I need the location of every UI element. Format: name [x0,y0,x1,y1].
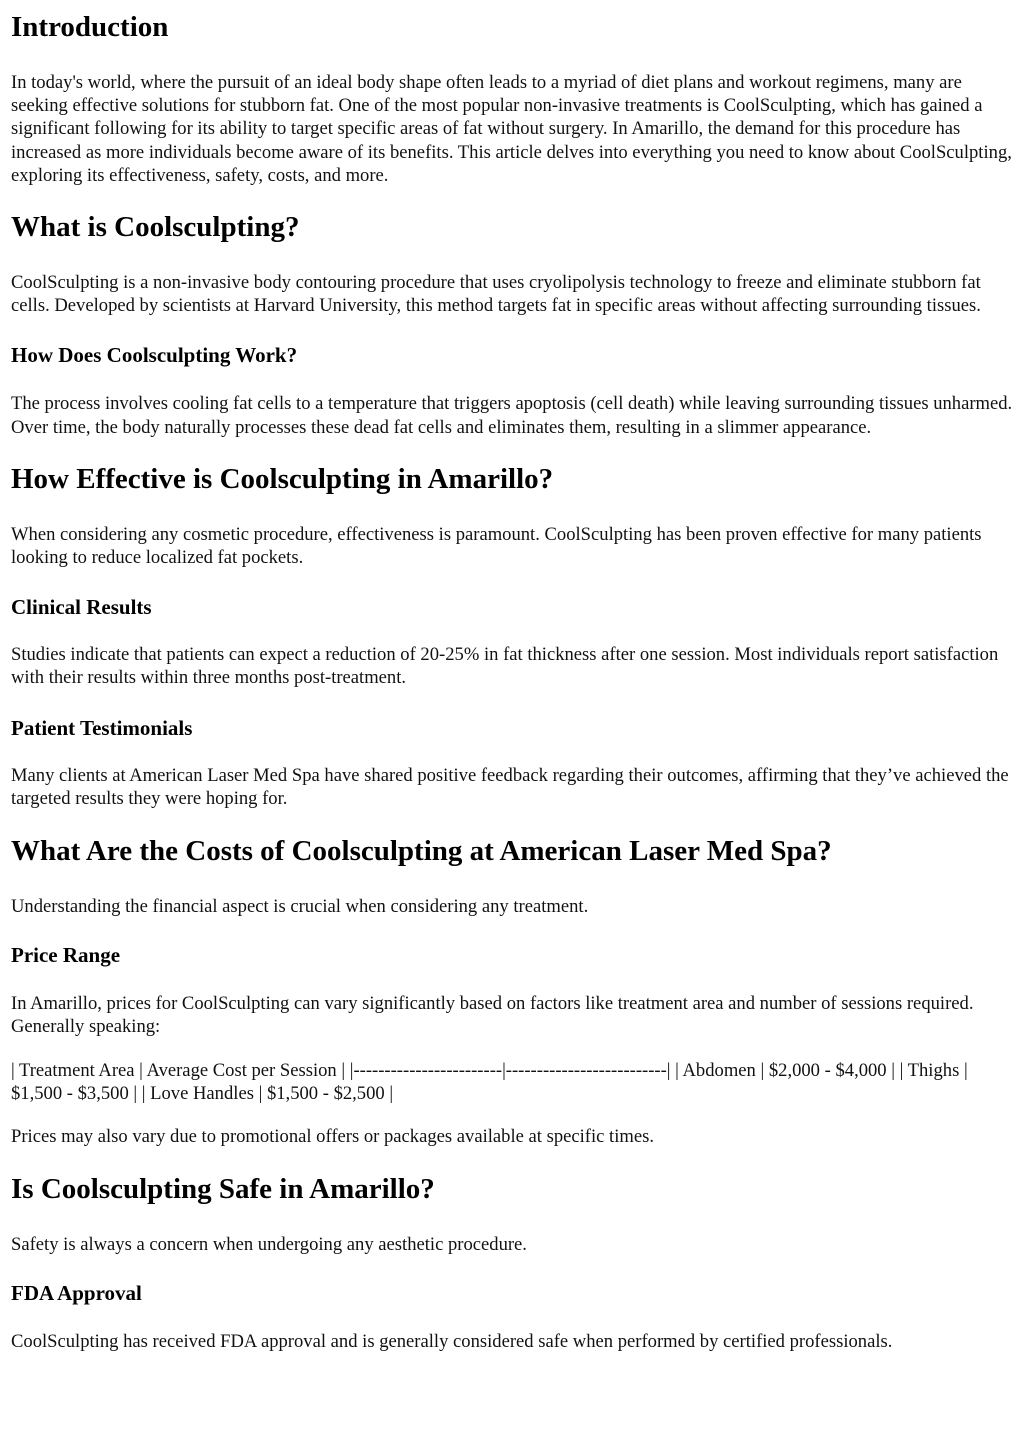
subheading-price-range: Price Range [11,943,121,968]
subheading-clinical-results: Clinical Results [11,595,152,620]
paragraph-fda-approval: CoolSculpting has received FDA approval and is generally considered safe when performed by certified professionals. [11,1331,893,1353]
paragraph-clinical-results: Studies indicate that patients can expect a reduction of 20-25% in fat thickness after one session. Most individuals report satisfaction with their results within three months post-treatment. [11,644,999,689]
paragraph-costs: Understanding the financial aspect is crucial when considering any treatment. [11,896,589,918]
subheading-fda-approval: FDA Approval [11,1281,142,1306]
paragraph-is-it-safe: Safety is always a concern when undergoing any aesthetic procedure. [11,1234,527,1256]
article [11,0,1013,1354]
paragraph-how-effective: When considering any cosmetic procedure, effectiveness is paramount. CoolSculpting has been proven effective for many patients looking to reduce localized fat pockets. [11,523,982,569]
paragraph-introduction: In today's world, where the pursuit of an ideal body shape often leads to a myriad of diet plans and workout regimens, many are seeking effective solutions for stubborn fat. One of the most popular non-invasive treatments is CoolSculpting, which has gained a significant following for its ability to target specific areas of fat without surgery. In Amarillo, the demand for this procedure has increased as more individuals become aware of its benefits. This article delves into everything you need to know about CoolSculpting, exploring its effectiveness, safety, costs, and more. [11,72,1012,186]
paragraph-price-range: In Amarillo, prices for CoolSculpting can vary significantly based on factors like treatment area and number of sessions required. Generally speaking: [11,993,974,1038]
heading-is-it-safe: Is Coolsculpting Safe in Amarillo? [11,1173,435,1206]
paragraph-how-does-it-work: The process involves cooling fat cells to a temperature that triggers apoptosis (cell death) while leaving surrounding tissues unharmed. Over time, the body naturally processes these dead fat cells and eliminates them, resulting in a slimmer appearance. [11,393,1013,438]
paragraph-patient-testimonials: Many clients at American Laser Med Spa have shared positive feedback regarding their outcomes, affirming that they’ve achieved the targeted results they were hoping for. [11,764,1009,809]
subheading-patient-testimonials: Patient Testimonials [11,715,193,740]
price-table-text: | Treatment Area | Average Cost per Session | |------------------------|--------------------------| | Abdomen | $2,000 - $4,000 | | Thighs | $1,500 - $3,500 | | Love Handles | $1,500 - $2,500 | [11,1059,968,1104]
subheading-how-does-it-work: How Does Coolsculpting Work? [11,343,298,368]
heading-how-effective: How Effective is Coolsculpting in Amarillo? [11,462,554,495]
heading-costs: What Are the Costs of Coolsculpting at American Laser Med Spa? [11,835,832,868]
paragraph-what-is-coolsculpting: CoolSculpting is a non-invasive body contouring procedure that uses cryolipolysis technology to freeze and eliminate stubborn fat cells. Developed by scientists at Harvard University, this method targets fat in specific areas without affecting surrounding tissues. [11,272,981,317]
heading-what-is-coolsculpting: What is Coolsculpting? [11,211,300,244]
paragraph-prices-vary: Prices may also vary due to promotional offers or packages available at specific times. [11,1126,654,1148]
heading-introduction: Introduction [11,11,169,43]
